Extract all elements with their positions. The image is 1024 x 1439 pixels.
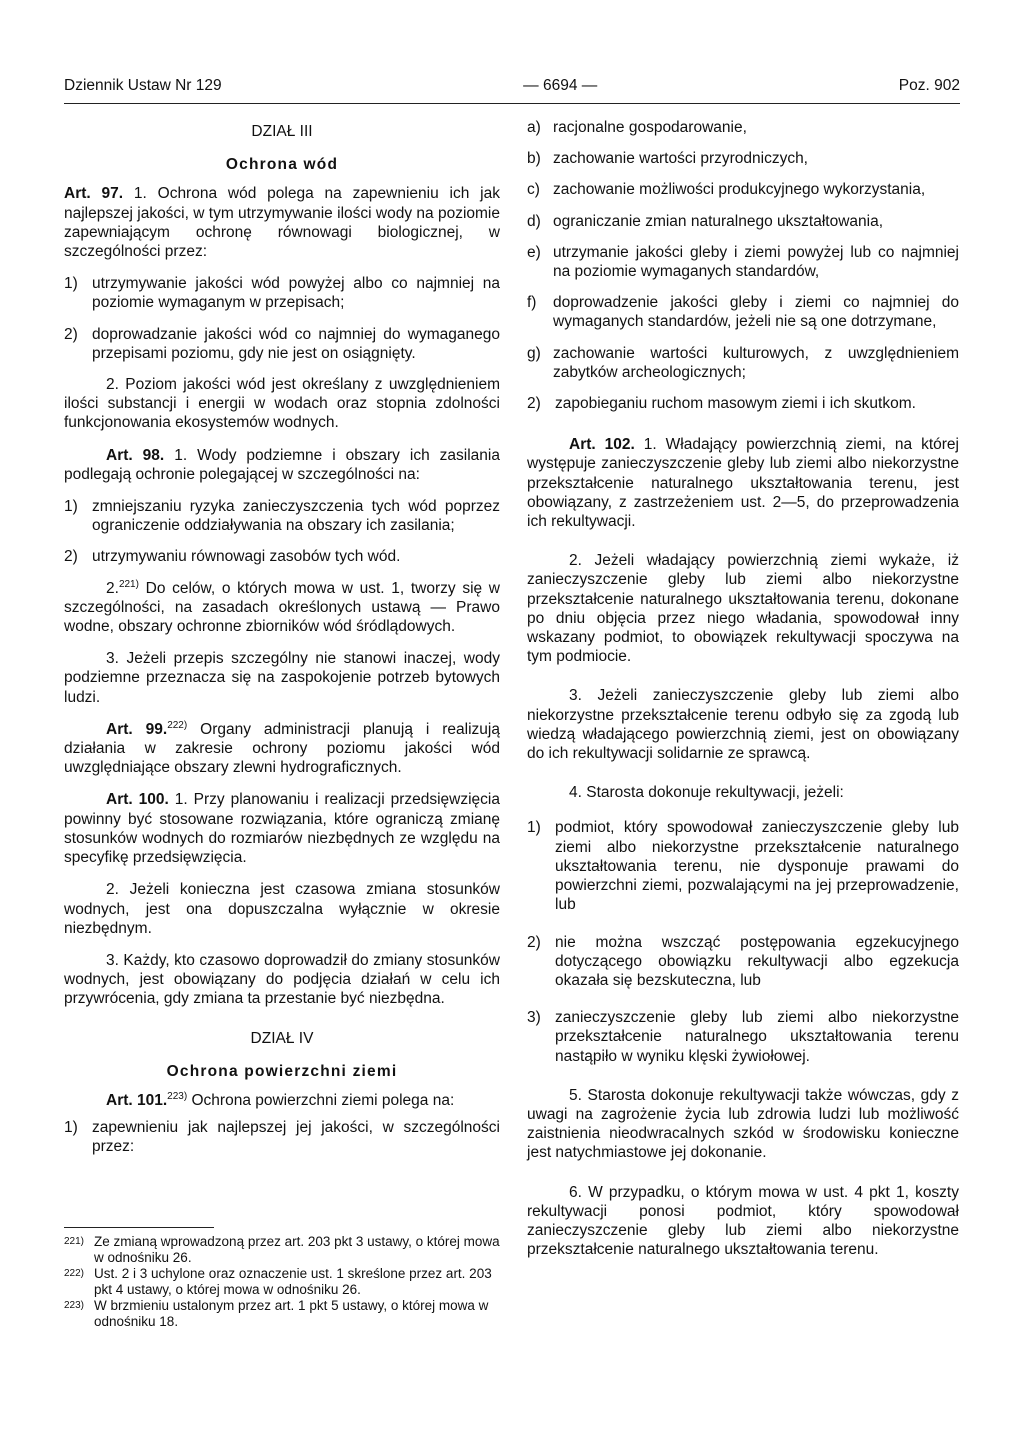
art-102-par-5: 5. Starosta dokonuje rekultywacji także wówczas, gdy z uwagi na zagrożenie życia lub zdrowia ludzi lub możliwość zaistnienia nieodwracalnych szkód w środowisku konieczne jest natychmiastowe jej dokonanie. — [527, 1086, 959, 1162]
art-97-par-1 — [64, 184, 500, 261]
section-subtitle-ochrona-wod: Ochrona wód — [225, 156, 339, 174]
art-100-par-2: 2. Jeżeli konieczna jest czasowa zmiana stosunków wodnych, jest ona dopuszczalna wyłącznie w okresie niezbędnym. — [64, 881, 500, 937]
art-100-number: Art. 100. — [106, 791, 169, 809]
art-102-par-4: 4. Starosta dokonuje rekultywacji, jeżeli: — [569, 784, 844, 802]
list-item-label: d) — [527, 212, 541, 230]
list-item-text: doprowadzenie jakości gleby i ziemi co najmniej do wymaganych standardów, jeżeli nie są one dotrzymane, — [553, 294, 959, 331]
left-column — [64, 118, 500, 1169]
art-100-par-1 — [64, 790, 500, 867]
section-title-dzial-4: DZIAŁ IV — [250, 1029, 314, 1047]
list-item-label: 2) — [64, 548, 78, 566]
list-item-label: c) — [527, 181, 540, 199]
list-item-label: 3) — [527, 1009, 541, 1027]
list-item — [527, 180, 959, 199]
list-item — [64, 497, 500, 535]
footnote-ref-223[interactable]: 223) — [167, 1090, 188, 1102]
list-item-text: utrzymanie jakości gleby i ziemi powyżej lub co najmniej na poziomie wymaganych standardów, — [553, 243, 959, 281]
art-97-number: Art. 97. — [64, 185, 124, 203]
art-102-number: Art. 102. — [569, 436, 635, 454]
section-subtitle-ochrona-powierzchni: Ochrona powierzchni ziemi — [166, 1062, 398, 1080]
list-item-text: zmniejszaniu ryzyka zanieczyszczenia tych wód poprzez ograniczenie oddziaływania na obszary ich zasilania; — [92, 498, 500, 535]
list-item-text: zapobieganiu ruchom masowym ziemi i ich skutkom. — [555, 395, 916, 413]
list-item-text: racjonalne gospodarowanie, — [553, 119, 747, 136]
list-item — [527, 212, 959, 231]
list-item — [527, 394, 959, 413]
list-item-label: 1) — [64, 498, 78, 516]
footnote-divider — [64, 1227, 214, 1228]
art-102-par-2: 2. Jeżeli władający powierzchnią ziemi wykaże, iż zanieczyszczenie gleby lub ziemi albo niekorzystne przekształcenie naturalnego ukształtowania terenu, dokonane po dniu objęcia przez niego władania, spowodował inny wskazany podmiot, to obowiązek rekultywacji spoczywa na tym podmiocie. — [527, 552, 959, 666]
list-item-text: zanieczyszczenie gleby lub ziemi albo niekorzystne przekształcenie naturalnego ukształtowania terenu nastąpiło w wyniku klęski żywiołowej. — [555, 1009, 959, 1065]
list-item-label: e) — [527, 243, 541, 261]
list-item-text: zachowanie wartości przyrodniczych, — [553, 150, 808, 168]
page-number: — 6694 — — [523, 77, 598, 94]
list-item-label: 2) — [527, 933, 541, 951]
list-item-label: 2) — [64, 325, 78, 343]
list-item — [527, 818, 959, 914]
list-item-text: zachowanie możliwości produkcyjnego wykorzystania, — [553, 181, 926, 199]
art-98-number: Art. 98. — [106, 446, 165, 464]
list-item-label: 1) — [64, 275, 78, 293]
list-item — [527, 293, 959, 331]
list-item-text: podmiot, który spowodował zanieczyszczenie gleby lub ziemi albo niekorzystne przekształcenie naturalnego ukształtowania terenu, nie dysponuje prawami do powierzchni ziemi, pozwalającymi na jej przeprowadzenie, lub — [555, 819, 959, 914]
art-99-text: Organy administracji planują i realizują działania w zakresie ochrony poziomu jakości wód uwzględniające obszary zlewni hydrograficznych. — [64, 720, 500, 777]
footnote-text: Ust. 2 i 3 uchylone oraz oznaczenie ust. 1 skreślone przez art. 203 pkt 4 ustawy, o której mowa w odnośniku 26. — [94, 1266, 492, 1297]
art-98-par-2 — [64, 579, 500, 637]
footnote-item — [64, 1234, 500, 1265]
list-item — [64, 1118, 500, 1156]
list-item-label: a) — [527, 119, 541, 136]
list-item — [64, 274, 500, 312]
art-97-par-2: 2. Poziom jakości wód jest określany z uwzględnieniem ilości substancji i energii w wodach oraz stopnia zdolności funkcjonowania ekosystemów wodnych. — [64, 376, 500, 432]
list-item-text: utrzymywaniu równowagi zasobów tych wód. — [92, 548, 401, 566]
list-item-label: 2) — [527, 395, 541, 413]
list-item-text: doprowadzanie jakości wód co najmniej do wymaganego przepisami poziomu, gdy nie jest on osiągnięty. — [92, 325, 500, 362]
art-98-par-3: 3. Jeżeli przepis szczególny nie stanowi inaczej, wody podziemne przeznacza się na zaspokojenie potrzeb bytowych ludzi. — [64, 650, 500, 706]
list-item-text: ograniczanie zmian naturalnego ukształtowania, — [553, 212, 884, 230]
art-100-par-3: 3. Każdy, kto czasowo doprowadził do zmiany stosunków wodnych, jest obowiązany do podjęcia działań w celu ich przywrócenia, gdy zmiana ta przestanie być niezbędna. — [64, 951, 500, 1008]
list-item — [527, 933, 959, 991]
section-title-dzial-3: DZIAŁ III — [251, 123, 313, 140]
list-item-label: 1) — [64, 1119, 78, 1137]
art-98-par-2-text: Do celów, o których mowa w ust. 1, tworzy się w szczególności, na zasadach określonych ustawą — Prawo wodne, obszary ochronne zbiorników wód śródlądowych. — [64, 579, 500, 636]
list-item — [64, 325, 500, 363]
footnote-text: W brzmieniu ustalonym przez art. 1 pkt 5 ustawy, o której mowa w odnośniku 18. — [94, 1298, 489, 1329]
art-98-par-1-text: 1. Wody podziemne i obszary ich zasilania podlegają ochronie polegającej w szczególności na: — [64, 446, 500, 483]
art-102-par-1 — [527, 435, 959, 531]
art-102-par-3: 3. Jeżeli zanieczyszczenie gleby lub ziemi albo niekorzystne przekształcenie terenu odbyło się za zgodą lub wiedzą władającego powierzchnią ziemi, jest on obowiązany do ich rekultywacji solidarnie ze sprawcą. — [527, 687, 959, 763]
page-header — [64, 74, 960, 104]
art-101-text: Ochrona powierzchni ziemi polega na: — [187, 1091, 455, 1109]
art-101-number: Art. 101. — [106, 1091, 168, 1109]
list-item-label: f) — [527, 294, 537, 312]
art-101 — [64, 1091, 500, 1110]
art-99 — [64, 720, 500, 778]
art-101-sub-list — [527, 118, 959, 382]
list-item — [527, 118, 959, 137]
art-97-par-1-text: 1. Ochrona wód polega na zapewnieniu ich jak najlepszej jakości, w tym utrzymywanie ilości wody na poziomie zapewniającym ochronę równowagi biologicznej, w szczególności przez: — [64, 185, 500, 261]
list-item — [527, 344, 959, 382]
list-item — [527, 149, 959, 168]
footnotes — [64, 1227, 500, 1330]
footnote-number: 223) — [64, 1300, 85, 1311]
art-98-par-1 — [64, 446, 500, 484]
position-number: Poz. 902 — [898, 77, 960, 94]
list-item-text: zapewnieniu jak najlepszej jej jakości, w szczególności przez: — [92, 1119, 500, 1156]
footnote-text: Ze zmianą wprowadzoną przez art. 203 pkt 3 ustawy, o której mowa w odnośniku 26. — [94, 1234, 500, 1265]
list-item-label: 1) — [527, 819, 541, 837]
footnote-ref-221[interactable]: 221) — [118, 578, 139, 590]
list-item-text: utrzymywanie jakości wód powyżej albo co najmniej na poziomie wymaganym w przepisach; — [92, 275, 500, 312]
art-100-par-1-text: 1. Przy planowaniu i realizacji przedsięwzięcia powinny być stosowane rozwiązania, które ograniczą zmianę stosunków wodnych do rozmiarów niezbędnych ze względu na specyfikę przedsięwzięcia. — [64, 791, 500, 867]
right-column — [527, 118, 959, 1272]
list-item-label: b) — [527, 150, 541, 168]
art-102-par-6: 6. W przypadku, o którym mowa w ust. 4 pkt 1, koszty rekultywacji ponosi podmiot, który spowodował zanieczyszczenie gleby lub ziemi albo niekorzystne przekształcenie naturalnego ukształtowania terenu. — [527, 1183, 959, 1259]
art-102-par-1-text: 1. Władający powierzchnią ziemi, na której występuje zanieczyszczenie gleby lub ziemi albo niekorzystne przekształcenie naturalnego ukształtowania terenu, jest obowiązany, z zastrzeżeniem ust. 2—5, do przeprowadzenia ich rekultywacji. — [527, 436, 959, 531]
art-98-par-2-number: 2. — [106, 579, 119, 597]
list-item — [527, 243, 959, 281]
footnote-number: 222) — [64, 1268, 85, 1279]
list-item-label: g) — [527, 344, 541, 362]
list-item-text: nie można wszcząć postępowania egzekucyjnego dotyczącego obowiązku rekultywacji albo egzekucja okazała się bezskuteczna, lub — [555, 933, 959, 989]
journal-title: Dziennik Ustaw Nr 129 — [64, 77, 222, 94]
footnote-item — [64, 1298, 500, 1329]
list-item — [527, 1008, 959, 1066]
footnote-number: 221) — [64, 1236, 85, 1247]
footnote-item — [64, 1266, 500, 1297]
list-item-text: zachowanie wartości kulturowych, z uwzględnieniem zabytków archeologicznych; — [553, 344, 959, 381]
footnote-ref-222[interactable]: 222) — [167, 719, 188, 731]
list-item — [64, 547, 500, 566]
art-99-number: Art. 99. — [106, 720, 168, 738]
